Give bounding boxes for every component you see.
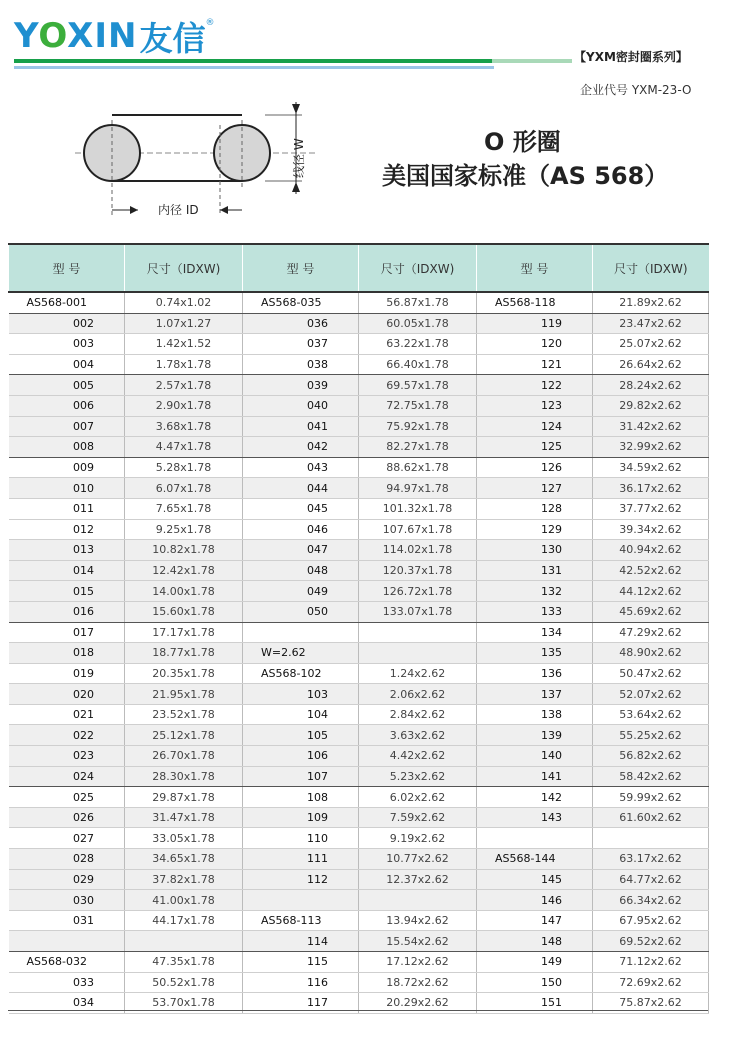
model-cell: 044: [243, 478, 359, 499]
size-cell: 41.00x1.78: [125, 890, 243, 911]
model-cell: 042: [243, 437, 359, 458]
logo-text-en: YOXIN: [14, 16, 138, 56]
size-cell: [593, 828, 709, 849]
model-cell: 104: [243, 704, 359, 725]
table-row: [9, 849, 709, 870]
model-cell: 126: [477, 457, 593, 478]
table-row: [9, 498, 709, 519]
model-cell: 030: [9, 890, 125, 911]
size-cell: 9.19x2.62: [359, 828, 477, 849]
table-row: [9, 931, 709, 952]
model-cell: 105: [243, 725, 359, 746]
o-ring-diagram: [70, 100, 330, 225]
column-header: 尺寸（IDXW): [359, 244, 477, 292]
size-cell: 66.40x1.78: [359, 354, 477, 375]
model-cell: 047: [243, 540, 359, 561]
size-cell: 36.17x2.62: [593, 478, 709, 499]
model-cell: 107: [243, 766, 359, 787]
model-cell: 012: [9, 519, 125, 540]
model-cell: 109: [243, 807, 359, 828]
model-cell: 123: [477, 395, 593, 416]
size-cell: 1.07x1.27: [125, 313, 243, 334]
size-cell: 71.12x2.62: [593, 952, 709, 973]
page-subtitle: 美国国家标准（AS 568）: [382, 162, 669, 190]
table-row: [9, 807, 709, 828]
size-cell: 133.07x1.78: [359, 601, 477, 622]
model-cell: 151: [477, 993, 593, 1014]
size-cell: 53.70x1.78: [125, 993, 243, 1014]
model-cell: 016: [9, 601, 125, 622]
size-cell: 5.28x1.78: [125, 457, 243, 478]
size-cell: 67.95x2.62: [593, 910, 709, 931]
table-row: [9, 910, 709, 931]
size-cell: 42.52x2.62: [593, 560, 709, 581]
size-cell: 18.72x2.62: [359, 972, 477, 993]
size-cell: 31.47x1.78: [125, 807, 243, 828]
size-cell: 1.42x1.52: [125, 334, 243, 355]
column-header: 尺寸（IDXW): [593, 244, 709, 292]
model-cell: 019: [9, 663, 125, 684]
model-cell: 139: [477, 725, 593, 746]
model-cell: 143: [477, 807, 593, 828]
size-cell: 47.35x1.78: [125, 952, 243, 973]
size-cell: 10.77x2.62: [359, 849, 477, 870]
model-cell: 027: [9, 828, 125, 849]
model-cell: 005: [9, 375, 125, 396]
table-row: [9, 560, 709, 581]
model-cell: 020: [9, 684, 125, 705]
size-cell: 21.89x2.62: [593, 292, 709, 313]
size-cell: 29.82x2.62: [593, 395, 709, 416]
model-cell: 132: [477, 581, 593, 602]
size-cell: 26.70x1.78: [125, 746, 243, 767]
size-cell: 72.75x1.78: [359, 395, 477, 416]
as568-size-table: [8, 243, 709, 1014]
model-cell: 127: [477, 478, 593, 499]
size-cell: 4.47x1.78: [125, 437, 243, 458]
table-row: [9, 375, 709, 396]
model-cell: 014: [9, 560, 125, 581]
model-cell: AS568-118: [477, 292, 593, 313]
model-cell: 022: [9, 725, 125, 746]
model-cell: 106: [243, 746, 359, 767]
size-cell: 20.29x2.62: [359, 993, 477, 1014]
size-cell: 55.25x2.62: [593, 725, 709, 746]
size-cell: 7.59x2.62: [359, 807, 477, 828]
logo-text-cn: 友信: [139, 18, 206, 58]
size-cell: [359, 643, 477, 664]
size-cell: [359, 890, 477, 911]
model-cell: 133: [477, 601, 593, 622]
model-cell: 023: [9, 746, 125, 767]
size-cell: 126.72x1.78: [359, 581, 477, 602]
model-cell: 009: [9, 457, 125, 478]
size-cell: 23.47x2.62: [593, 313, 709, 334]
model-cell: 125: [477, 437, 593, 458]
size-cell: 63.22x1.78: [359, 334, 477, 355]
table-row: [9, 787, 709, 808]
model-cell: 137: [477, 684, 593, 705]
size-cell: 69.52x2.62: [593, 931, 709, 952]
model-cell: AS568-032: [9, 952, 125, 973]
model-cell: 024: [9, 766, 125, 787]
model-cell: 150: [477, 972, 593, 993]
model-cell: 140: [477, 746, 593, 767]
size-cell: 33.05x1.78: [125, 828, 243, 849]
size-cell: 64.77x2.62: [593, 869, 709, 890]
model-cell: 142: [477, 787, 593, 808]
model-cell: 041: [243, 416, 359, 437]
model-cell: 050: [243, 601, 359, 622]
model-cell: 003: [9, 334, 125, 355]
model-cell: W=2.62: [243, 643, 359, 664]
model-cell: 036: [243, 313, 359, 334]
size-cell: 12.42x1.78: [125, 560, 243, 581]
model-cell: 015: [9, 581, 125, 602]
size-cell: 9.25x1.78: [125, 519, 243, 540]
model-cell: [243, 890, 359, 911]
size-cell: 52.07x2.62: [593, 684, 709, 705]
size-cell: 6.02x2.62: [359, 787, 477, 808]
size-cell: 50.47x2.62: [593, 663, 709, 684]
size-cell: 56.87x1.78: [359, 292, 477, 313]
size-cell: 107.67x1.78: [359, 519, 477, 540]
size-cell: 32.99x2.62: [593, 437, 709, 458]
size-cell: 94.97x1.78: [359, 478, 477, 499]
size-cell: 56.82x2.62: [593, 746, 709, 767]
model-cell: 149: [477, 952, 593, 973]
model-cell: AS568-113: [243, 910, 359, 931]
size-cell: 4.42x2.62: [359, 746, 477, 767]
column-header: 型 号: [9, 244, 125, 292]
size-cell: 28.24x2.62: [593, 375, 709, 396]
model-cell: 011: [9, 498, 125, 519]
size-cell: 60.05x1.78: [359, 313, 477, 334]
size-cell: 3.68x1.78: [125, 416, 243, 437]
size-cell: 5.23x2.62: [359, 766, 477, 787]
table-row: [9, 581, 709, 602]
table-row: [9, 334, 709, 355]
model-cell: 135: [477, 643, 593, 664]
size-cell: 101.32x1.78: [359, 498, 477, 519]
table-row: [9, 725, 709, 746]
size-cell: 15.60x1.78: [125, 601, 243, 622]
size-cell: 13.94x2.62: [359, 910, 477, 931]
model-cell: 045: [243, 498, 359, 519]
model-cell: AS568-102: [243, 663, 359, 684]
table-row: [9, 622, 709, 643]
table-row: [9, 478, 709, 499]
model-cell: 021: [9, 704, 125, 725]
size-cell: 2.06x2.62: [359, 684, 477, 705]
model-cell: 112: [243, 869, 359, 890]
size-cell: 45.69x2.62: [593, 601, 709, 622]
size-cell: 75.92x1.78: [359, 416, 477, 437]
model-cell: 103: [243, 684, 359, 705]
size-cell: 48.90x2.62: [593, 643, 709, 664]
model-cell: 124: [477, 416, 593, 437]
model-cell: 049: [243, 581, 359, 602]
model-cell: [9, 931, 125, 952]
header-divider-blue: [14, 66, 494, 69]
size-cell: 114.02x1.78: [359, 540, 477, 561]
model-cell: 013: [9, 540, 125, 561]
table-row: [9, 684, 709, 705]
table-row: [9, 952, 709, 973]
model-cell: 141: [477, 766, 593, 787]
model-cell: 115: [243, 952, 359, 973]
size-cell: 25.07x2.62: [593, 334, 709, 355]
size-cell: 6.07x1.78: [125, 478, 243, 499]
size-cell: 34.65x1.78: [125, 849, 243, 870]
model-cell: 121: [477, 354, 593, 375]
model-cell: 002: [9, 313, 125, 334]
page-title: O 形圈: [484, 128, 561, 156]
model-cell: 130: [477, 540, 593, 561]
model-cell: 046: [243, 519, 359, 540]
size-cell: 2.84x2.62: [359, 704, 477, 725]
model-cell: 120: [477, 334, 593, 355]
size-cell: 120.37x1.78: [359, 560, 477, 581]
brand-logo: [14, 16, 214, 56]
size-cell: 14.00x1.78: [125, 581, 243, 602]
table-row: [9, 354, 709, 375]
model-cell: [243, 622, 359, 643]
size-cell: 29.87x1.78: [125, 787, 243, 808]
size-cell: 17.17x1.78: [125, 622, 243, 643]
model-cell: 114: [243, 931, 359, 952]
model-cell: 025: [9, 787, 125, 808]
model-cell: 111: [243, 849, 359, 870]
size-cell: 47.29x2.62: [593, 622, 709, 643]
model-cell: 138: [477, 704, 593, 725]
model-cell: 037: [243, 334, 359, 355]
model-cell: 131: [477, 560, 593, 581]
company-code: 企业代号 YXM-23-O: [580, 83, 692, 97]
size-cell: 28.30x1.78: [125, 766, 243, 787]
model-cell: 145: [477, 869, 593, 890]
w-label: 线径 W: [292, 138, 306, 178]
model-cell: 007: [9, 416, 125, 437]
model-cell: AS568-001: [9, 292, 125, 313]
model-cell: 119: [477, 313, 593, 334]
model-cell: 006: [9, 395, 125, 416]
registered-mark: ®: [205, 18, 215, 28]
model-cell: 146: [477, 890, 593, 911]
model-cell: 043: [243, 457, 359, 478]
column-header: 型 号: [477, 244, 593, 292]
size-cell: 44.12x2.62: [593, 581, 709, 602]
size-cell: 15.54x2.62: [359, 931, 477, 952]
model-cell: 039: [243, 375, 359, 396]
size-cell: 44.17x1.78: [125, 910, 243, 931]
size-cell: 1.24x2.62: [359, 663, 477, 684]
model-cell: AS568-035: [243, 292, 359, 313]
size-cell: 26.64x2.62: [593, 354, 709, 375]
model-cell: 018: [9, 643, 125, 664]
table-row: [9, 643, 709, 664]
size-cell: 23.52x1.78: [125, 704, 243, 725]
size-cell: 50.52x1.78: [125, 972, 243, 993]
table-row: [9, 395, 709, 416]
model-cell: 004: [9, 354, 125, 375]
size-cell: 2.57x1.78: [125, 375, 243, 396]
size-cell: 37.82x1.78: [125, 869, 243, 890]
table-row: [9, 663, 709, 684]
table-row: [9, 704, 709, 725]
table-row: [9, 766, 709, 787]
header-divider: [14, 59, 492, 63]
table-row: [9, 416, 709, 437]
size-cell: 31.42x2.62: [593, 416, 709, 437]
model-cell: AS568-144: [477, 849, 593, 870]
size-cell: 66.34x2.62: [593, 890, 709, 911]
header-divider-accent: [492, 59, 572, 63]
size-cell: 1.78x1.78: [125, 354, 243, 375]
size-cell: 75.87x2.62: [593, 993, 709, 1014]
table-row: [9, 292, 709, 313]
column-header: 尺寸（IDXW): [125, 244, 243, 292]
model-cell: 017: [9, 622, 125, 643]
size-cell: 10.82x1.78: [125, 540, 243, 561]
model-cell: 033: [9, 972, 125, 993]
size-cell: 72.69x2.62: [593, 972, 709, 993]
series-label: 【YXM密封圈系列】: [574, 50, 688, 64]
size-cell: 69.57x1.78: [359, 375, 477, 396]
table-row: [9, 869, 709, 890]
id-label: 内径 ID: [158, 203, 199, 217]
table-row: [9, 313, 709, 334]
size-cell: 61.60x2.62: [593, 807, 709, 828]
table-header-row: [9, 244, 709, 292]
table-row: [9, 457, 709, 478]
size-cell: 63.17x2.62: [593, 849, 709, 870]
model-cell: 129: [477, 519, 593, 540]
size-cell: 2.90x1.78: [125, 395, 243, 416]
model-cell: 108: [243, 787, 359, 808]
model-cell: 038: [243, 354, 359, 375]
model-cell: 134: [477, 622, 593, 643]
table-row: [9, 972, 709, 993]
size-cell: [359, 622, 477, 643]
size-cell: 0.74x1.02: [125, 292, 243, 313]
column-header: 型 号: [243, 244, 359, 292]
table-row: [9, 746, 709, 767]
size-cell: 39.34x2.62: [593, 519, 709, 540]
model-cell: 148: [477, 931, 593, 952]
size-cell: 53.64x2.62: [593, 704, 709, 725]
model-cell: 116: [243, 972, 359, 993]
model-cell: 026: [9, 807, 125, 828]
size-cell: 7.65x1.78: [125, 498, 243, 519]
model-cell: 122: [477, 375, 593, 396]
model-cell: 031: [9, 910, 125, 931]
model-cell: 136: [477, 663, 593, 684]
model-cell: 128: [477, 498, 593, 519]
size-cell: 88.62x1.78: [359, 457, 477, 478]
size-cell: 18.77x1.78: [125, 643, 243, 664]
model-cell: 028: [9, 849, 125, 870]
model-cell: 034: [9, 993, 125, 1014]
size-cell: 37.77x2.62: [593, 498, 709, 519]
model-cell: 048: [243, 560, 359, 581]
table-bottom-rule: [8, 1010, 708, 1011]
table-row: [9, 437, 709, 458]
table-row: [9, 828, 709, 849]
size-cell: 34.59x2.62: [593, 457, 709, 478]
model-cell: 117: [243, 993, 359, 1014]
size-cell: 40.94x2.62: [593, 540, 709, 561]
table-row: [9, 601, 709, 622]
size-cell: 3.63x2.62: [359, 725, 477, 746]
size-cell: 25.12x1.78: [125, 725, 243, 746]
size-cell: 59.99x2.62: [593, 787, 709, 808]
size-cell: 12.37x2.62: [359, 869, 477, 890]
table-row: [9, 890, 709, 911]
model-cell: 040: [243, 395, 359, 416]
model-cell: 029: [9, 869, 125, 890]
model-cell: 110: [243, 828, 359, 849]
model-cell: 008: [9, 437, 125, 458]
size-cell: 58.42x2.62: [593, 766, 709, 787]
size-cell: 20.35x1.78: [125, 663, 243, 684]
size-cell: 82.27x1.78: [359, 437, 477, 458]
size-cell: [125, 931, 243, 952]
size-cell: 21.95x1.78: [125, 684, 243, 705]
table-row: [9, 540, 709, 561]
table-row: [9, 519, 709, 540]
model-cell: 010: [9, 478, 125, 499]
size-cell: 17.12x2.62: [359, 952, 477, 973]
model-cell: 147: [477, 910, 593, 931]
model-cell: [477, 828, 593, 849]
